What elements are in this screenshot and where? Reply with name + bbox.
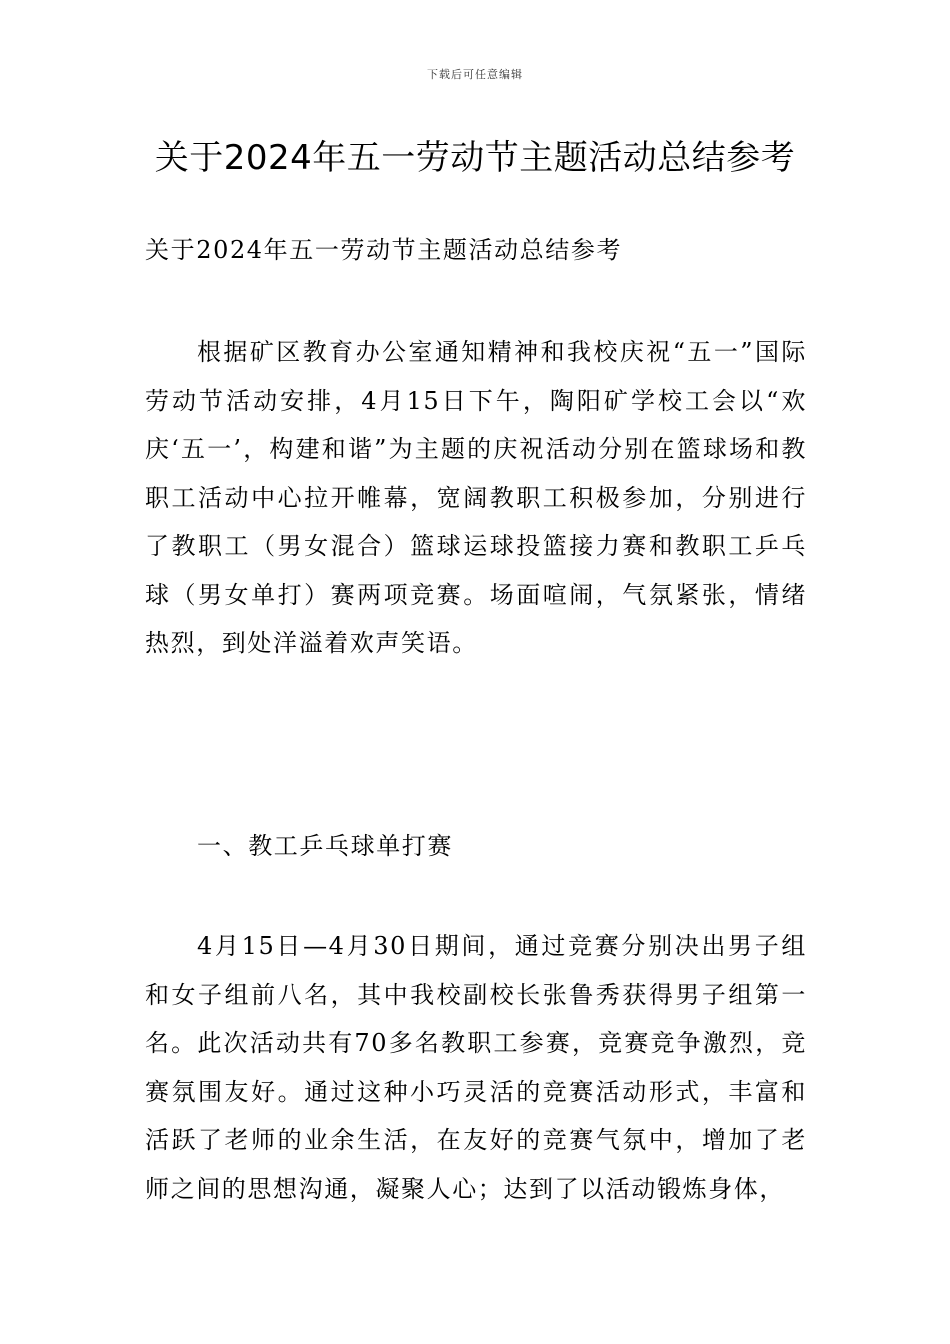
- document-title: 关于2024年五一劳动节主题活动总结参考: [154, 138, 796, 178]
- document-subtitle: 关于2024年五一劳动节主题活动总结参考: [145, 236, 623, 264]
- paragraph-intro: 根据矿区教育办公室通知精神和我校庆祝“五一”国际劳动节活动安排，4月15日下午，陶阳矿学校工会以“欢庆‘五一’，构建和谐”为主题的庆祝活动分别在篮球场和教职工活动中心拉开帷幕，宽阔教职工积极参加，分别进行了教职工（男女混合）篮球运球投篮接力赛和教职工乒乓球（男女单打）赛两项竞赛。场面喧闹，气氛紧张，情绪热烈，到处洋溢着欢声笑语。: [145, 338, 807, 657]
- paragraph-table-tennis: 4月15日—4月30日期间，通过竞赛分别决出男子组和女子组前八名，其中我校副校长张鲁秀获得男子组第一名。此次活动共有70多名教职工参赛，竞赛竞争激烈，竞赛氛围友好。通过这种小巧灵活的竞赛活动形式，丰富和活跃了老师的业余生活，在友好的竞赛气氛中，增加了老师之间的思想沟通，凝聚人心；达到了以活动锻炼身体，: [145, 932, 807, 1203]
- section-heading: 一、教工乒乓球单打赛: [197, 832, 453, 860]
- header-note: 下载后可任意编辑: [427, 68, 523, 81]
